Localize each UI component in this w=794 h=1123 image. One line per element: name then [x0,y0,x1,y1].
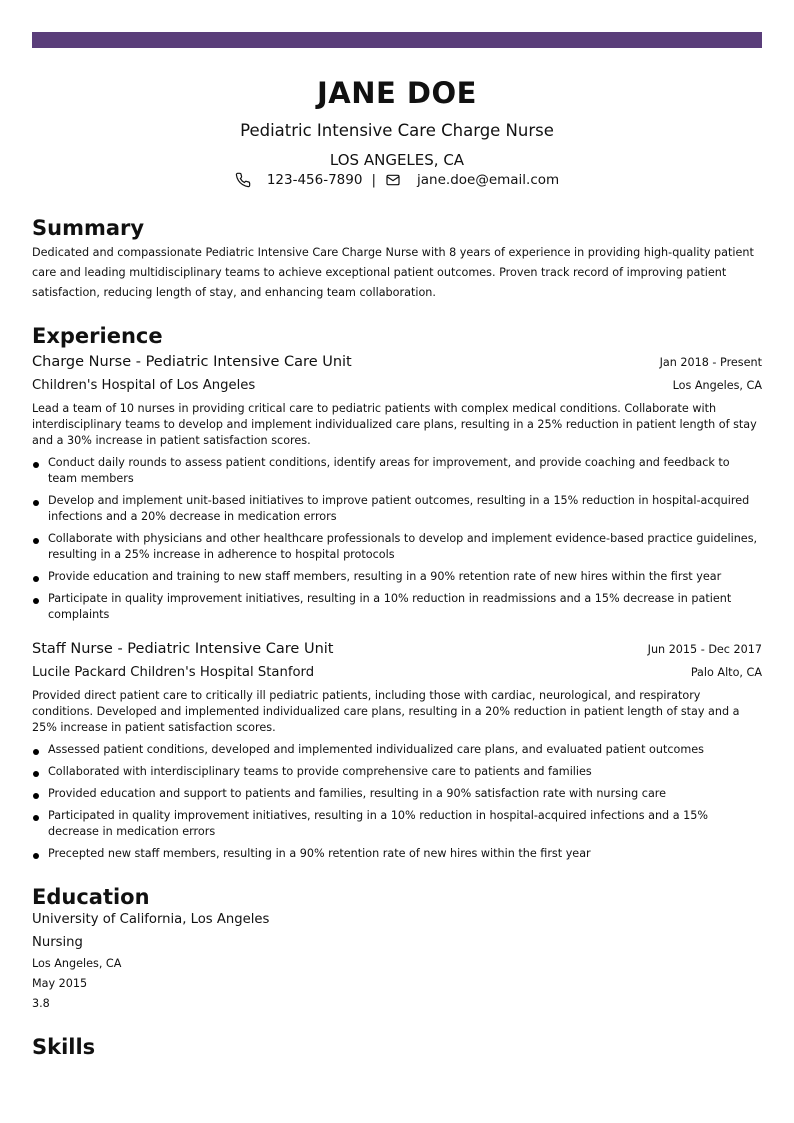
bullet-icon [33,462,39,468]
contact-line [32,172,762,188]
list-item: Provided education and support to patients and families, resulting in a 90% satisfaction rate with nursing care [32,786,762,802]
list-item: Assessed patient conditions, developed and implemented individualized care plans, and evaluated patient outcomes [32,742,762,758]
summary-heading: Summary [32,216,145,240]
candidate-location: LOS ANGELES, CA [329,151,465,169]
job-bullets [32,455,762,623]
skills-heading: Skills [32,1035,96,1059]
job-description: Lead a team of 10 nurses in providing critical care to pediatric patients with complex medical conditions. Collaborate with interdisciplinary teams to develop and implement individualized care plans, resulting in a 25% reduction in patient length of stay and a 30% increase in patient satisfaction scores. [32,402,757,447]
job-organization: Children's Hospital of Los Angeles [32,378,256,393]
bullet-icon [33,576,39,582]
education-heading: Education [32,885,150,909]
phone-icon [235,172,251,188]
bullet-icon [33,538,39,544]
bullet-icon [33,815,39,821]
education-field: Nursing [32,935,83,950]
list-item: Develop and implement unit-based initiatives to improve patient outcomes, resulting in a 15% reduction in hospital-acquired infections and a 20% decrease in medication errors [32,493,762,525]
job-dates: Jan 2018 - Present [659,356,762,369]
list-item: Provide education and training to new staff members, resulting in a 90% retention rate of new hires within the first year [32,569,762,585]
job-entry-2 [32,640,762,862]
bullet-icon [33,771,39,777]
job-organization: Lucile Packard Children's Hospital Stanford [32,665,315,680]
candidate-name: JANE DOE [317,76,477,110]
list-item: Collaborate with physicians and other healthcare professionals to develop and implement evidence-based practice guidelines, resulting in a 25% increase in adherence to hospital protocols [32,531,762,563]
job-dates: Jun 2015 - Dec 2017 [647,643,762,656]
education-location: Los Angeles, CA [32,957,122,970]
list-item: Participated in quality improvement initiatives, resulting in a 10% reduction in hospital-acquired infections and a 15% decrease in medication errors [32,808,762,840]
email-address[interactable]: jane.doe@email.com [417,172,560,188]
job-role: Charge Nurse - Pediatric Intensive Care Unit [32,354,352,370]
contact-separator: | [371,172,377,188]
job-role: Staff Nurse - Pediatric Intensive Care Unit [32,641,334,657]
job-bullets [32,742,762,862]
bullet-icon [33,749,39,755]
education-date: May 2015 [32,977,88,990]
bullet-icon [33,793,39,799]
job-description: Provided direct patient care to critically ill pediatric patients, including those with cardiac, neurological, and respiratory conditions. Developed and implemented individualized care plans, resulting in a 20% reduction in patient length of stay and a 25% increase in patient satisfaction scores. [32,689,740,734]
job-location: Palo Alto, CA [690,666,762,679]
accent-bar [32,32,762,48]
bullet-icon [33,500,39,506]
envelope-icon [385,172,401,188]
resume-page [32,32,762,1060]
education-gpa: 3.8 [32,997,50,1010]
list-item: Precepted new staff members, resulting in a 90% retention rate of new hires within the first year [32,846,762,862]
list-item: Collaborated with interdisciplinary teams to provide comprehensive care to patients and families [32,764,762,780]
job-location: Los Angeles, CA [672,379,762,392]
list-item: Conduct daily rounds to assess patient conditions, identify areas for improvement, and provide coaching and feedback to team members [32,455,762,487]
experience-heading: Experience [32,324,163,348]
candidate-title: Pediatric Intensive Care Charge Nurse [240,121,554,140]
bullet-icon [33,598,39,604]
phone-number[interactable]: 123-456-7890 [266,172,363,188]
list-item: Participate in quality improvement initiatives, resulting in a 10% reduction in readmissions and a 15% decrease in patient complaints [32,591,762,623]
summary-text: Dedicated and compassionate Pediatric Intensive Care Charge Nurse with 8 years of experience in providing high-quality patient care and leading multidisciplinary teams to achieve exceptional patient outcomes. Proven track record of improving patient satisfaction, reducing length of stay, and enhancing team collaboration. [32,246,754,299]
bullet-icon [33,853,39,859]
education-school: University of California, Los Angeles [32,912,270,927]
job-entry-1 [32,353,762,623]
